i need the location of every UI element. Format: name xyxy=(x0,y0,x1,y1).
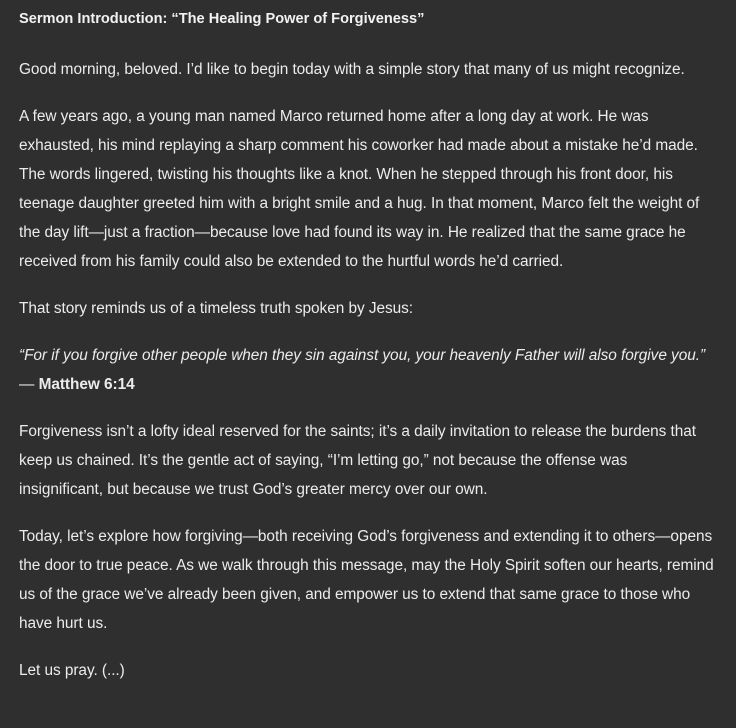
paragraph-story: A few years ago, a young man named Marco returned home after a long day at work. He was exhausted, his mind replaying a sharp comment his coworker had made about a mistake he’d made. The words lingered, twisting his thoughts like a knot. When he stepped through his front door, his teenage daughter greeted him with a bright smile and a hug. In that moment, Marco felt the weight of the day lift—just a fraction—because love had found its way in. He realized that the same grace he received from his family could also be extended to the hurtful words he’d carried. xyxy=(19,108,700,270)
paragraph-today: Today, let’s explore how forgiving—both receiving God’s forgiveness and extending it to others—opens the door to true peace. As we walk through this message, may the Holy Spirit soften our hearts, remind us of the grace we’ve already been given, and empower us to extend that same grace to those who have hurt us. xyxy=(19,528,714,632)
scripture-quote xyxy=(19,341,714,399)
document-title: Sermon Introduction: “The Healing Power of Forgiveness” xyxy=(19,11,425,27)
scripture-quote-text: “For if you forgive other people when they sin against you, your heavenly Father will also forgive you.” xyxy=(19,347,706,364)
scripture-reference: Matthew 6:14 xyxy=(38,376,135,393)
scripture-quote-dash: — xyxy=(19,376,39,393)
paragraph-greeting: Good morning, beloved. I’d like to begin today with a simple story that many of us might recognize. xyxy=(19,61,685,78)
paragraph-truth-intro: That story reminds us of a timeless truth spoken by Jesus: xyxy=(19,300,414,317)
paragraph-forgiveness: Forgiveness isn’t a lofty ideal reserved for the saints; it’s a daily invitation to release the burdens that keep us chained. It’s the gentle act of saying, “I’m letting go,” not because the offense was insignificant, but because we trust God’s greater mercy over our own. xyxy=(19,423,696,498)
paragraph-prayer: Let us pray. (...) xyxy=(19,662,125,679)
